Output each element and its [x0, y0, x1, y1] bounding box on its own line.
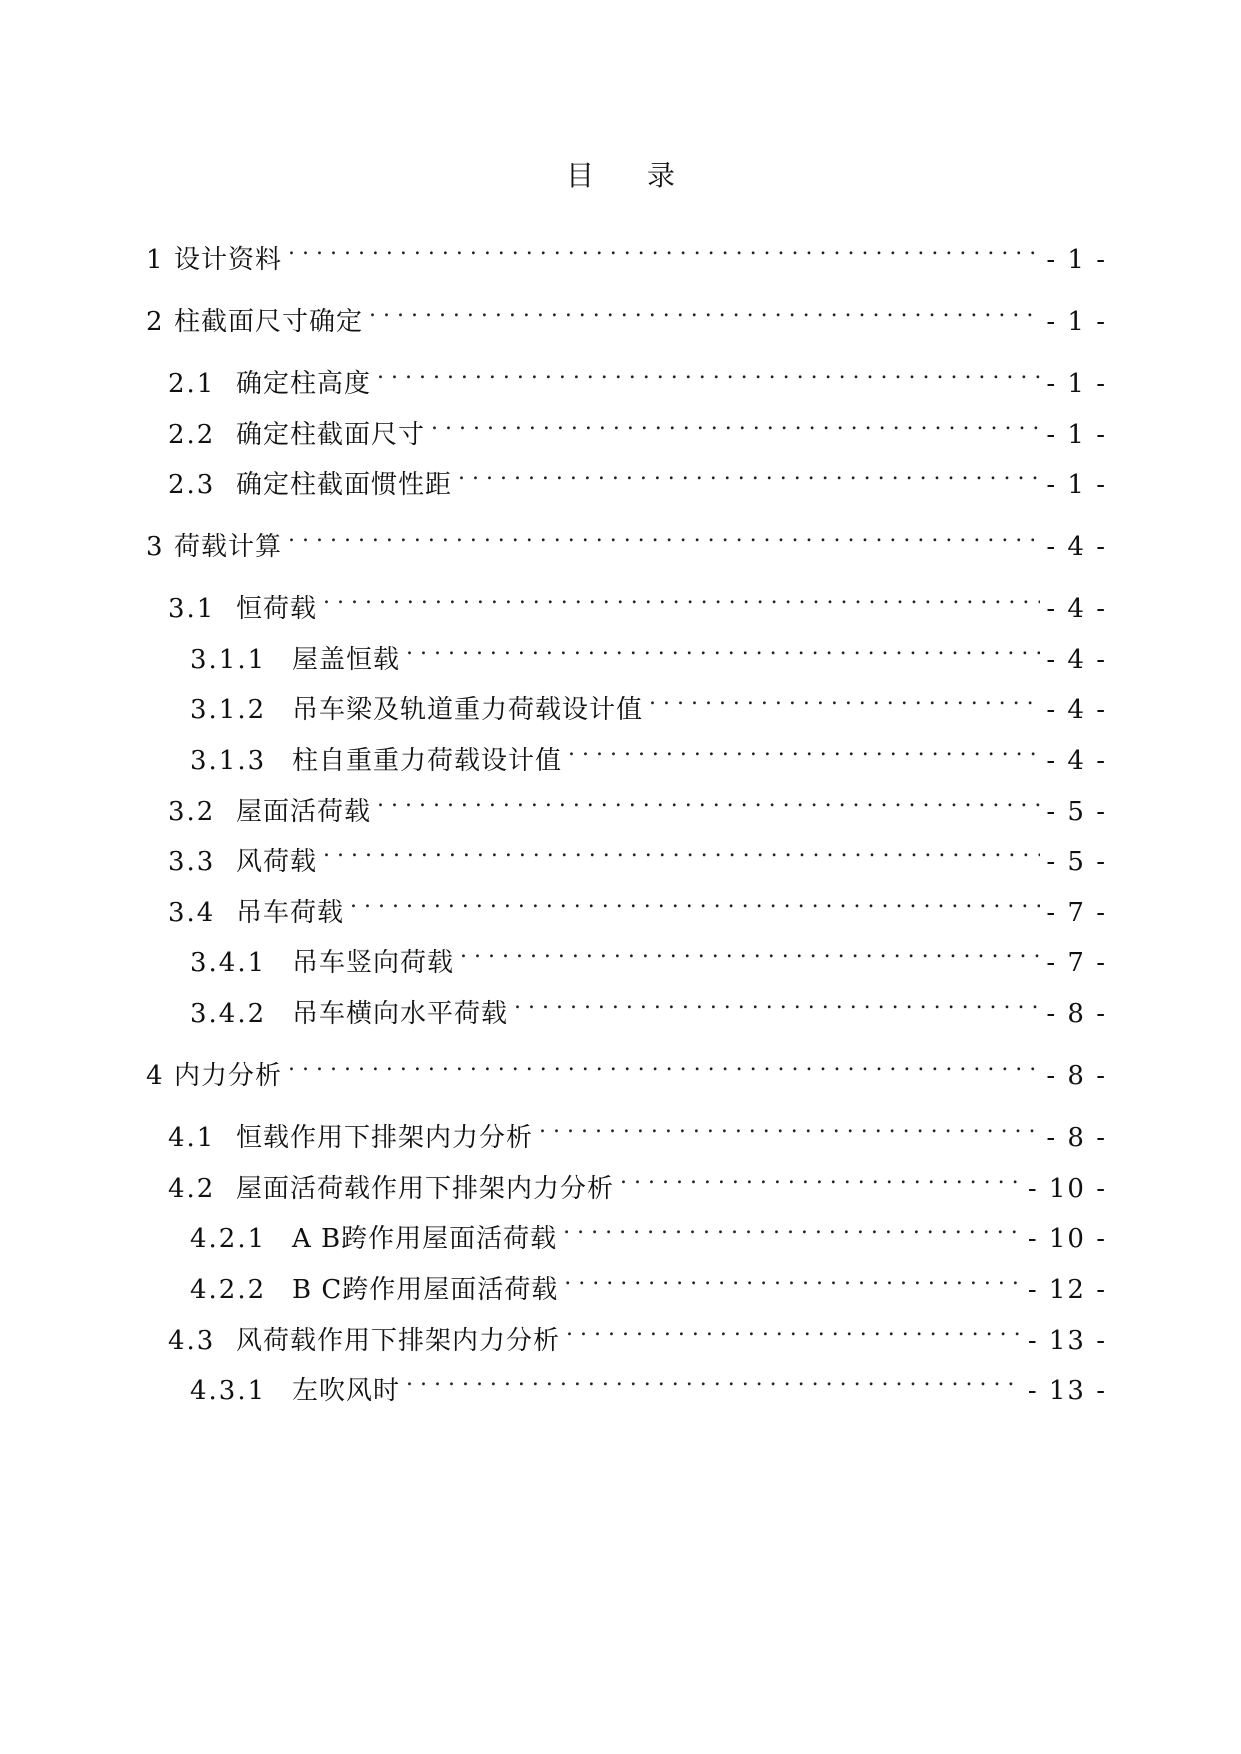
toc-entry-title: 吊车竖向荷载: [292, 948, 455, 978]
toc-entry-title: 风荷载: [236, 847, 318, 877]
toc-entry-page: - 8 -: [1046, 1061, 1107, 1091]
toc-entry[interactable]: [146, 290, 1107, 337]
toc-entry[interactable]: [168, 830, 1107, 877]
toc-entry[interactable]: [146, 1044, 1107, 1091]
dot-leader: [406, 628, 1040, 668]
dot-leader: [323, 577, 1040, 617]
dot-leader: [458, 453, 1040, 493]
toc-entry[interactable]: [168, 1157, 1107, 1204]
toc-entry-page: - 12 -: [1027, 1275, 1107, 1305]
page-title: 目 录: [566, 159, 697, 192]
toc-entry[interactable]: [168, 780, 1107, 827]
dot-leader: [377, 352, 1040, 392]
dot-leader: [288, 515, 1040, 555]
dot-leader: [369, 290, 1040, 330]
toc-entry-title: 屋面活荷载作用下排架内力分析: [236, 1174, 615, 1204]
toc-entry-number: 3.4.1: [190, 948, 267, 978]
toc-entry-title: 屋盖恒载: [292, 645, 401, 675]
toc-entry-title: A B跨作用屋面活荷载: [292, 1224, 558, 1254]
dot-leader: [566, 1309, 1022, 1349]
toc-entry-number: 4: [146, 1061, 163, 1091]
toc-entry-title: 柱截面尺寸确定: [174, 307, 364, 337]
toc-entry-title: 内力分析: [174, 1061, 283, 1091]
toc-entry[interactable]: [190, 931, 1107, 978]
dot-leader: [649, 678, 1040, 718]
toc-entry-page: - 10 -: [1027, 1224, 1107, 1254]
toc-entry-number: 2.1: [168, 369, 216, 399]
dot-leader: [377, 780, 1040, 820]
toc-entry-title: 风荷载作用下排架内力分析: [236, 1326, 561, 1356]
toc-entry-page: - 4 -: [1046, 695, 1107, 725]
toc-entry-page: - 7 -: [1046, 948, 1107, 978]
toc-entry-title: 恒荷载: [236, 594, 318, 624]
toc-entry[interactable]: [190, 1258, 1107, 1305]
toc-entry-number: 3: [146, 532, 163, 562]
toc-entry-number: 2.2: [168, 420, 216, 450]
dot-leader: [431, 403, 1040, 443]
toc-entry-page: - 1 -: [1046, 420, 1107, 450]
toc-entry-page: - 5 -: [1046, 797, 1107, 827]
toc-entry-title: 荷载计算: [174, 532, 283, 562]
toc-entry-title: 左吹风时: [292, 1376, 401, 1406]
toc-entry-title: 确定柱截面尺寸: [236, 420, 426, 450]
toc-entry-number: 3.2: [168, 797, 216, 827]
toc-entry-title: 屋面活荷载: [236, 797, 372, 827]
toc-entry-number: 3.4.2: [190, 999, 267, 1029]
toc-entry-number: 4.3: [168, 1326, 216, 1356]
toc-entry[interactable]: [190, 1359, 1107, 1406]
toc-entry-page: - 4 -: [1046, 594, 1107, 624]
toc-entry-page: - 8 -: [1046, 1123, 1107, 1153]
toc-entry-number: 3.1.3: [190, 746, 267, 776]
toc-entry-number: 3.3: [168, 847, 216, 877]
toc-entry-title: 柱自重重力荷载设计值: [292, 746, 563, 776]
toc-entry-title: B C跨作用屋面活荷载: [292, 1275, 559, 1305]
toc-entry[interactable]: [168, 403, 1107, 450]
toc-entry-title: 吊车荷载: [236, 898, 345, 928]
toc-entry-number: 3.4: [168, 898, 216, 928]
toc-entry-number: 4.2.2: [190, 1275, 267, 1305]
toc-entry[interactable]: [168, 881, 1107, 928]
toc-entry-page: - 4 -: [1046, 645, 1107, 675]
toc-entry-number: 2.3: [168, 470, 216, 500]
toc-entry[interactable]: [146, 515, 1107, 562]
dot-leader: [563, 1207, 1022, 1247]
dot-leader: [568, 729, 1040, 769]
dot-leader: [288, 1044, 1040, 1084]
toc-entry-page: - 10 -: [1027, 1174, 1107, 1204]
toc-entry-title: 吊车梁及轨道重力荷载设计值: [292, 695, 644, 725]
toc-entry-number: 4.3.1: [190, 1376, 267, 1406]
toc-entry-number: 1: [146, 245, 163, 275]
toc-entry[interactable]: [168, 1309, 1107, 1356]
toc-entry-title: 确定柱截面惯性距: [236, 470, 453, 500]
dot-leader: [564, 1258, 1022, 1298]
toc-entry-page: - 1 -: [1046, 307, 1107, 337]
toc-entry-number: 2: [146, 307, 163, 337]
toc-entry-title: 恒载作用下排架内力分析: [236, 1123, 534, 1153]
toc-entry-page: - 8 -: [1046, 999, 1107, 1029]
toc-entry[interactable]: [190, 729, 1107, 776]
dot-leader: [323, 830, 1040, 870]
toc-entry-title: 设计资料: [174, 245, 283, 275]
toc-entry[interactable]: [190, 982, 1107, 1029]
dot-leader: [350, 881, 1040, 921]
dot-leader: [288, 228, 1040, 268]
toc-entry[interactable]: [190, 628, 1107, 675]
toc-entry-page: - 7 -: [1046, 898, 1107, 928]
toc-entry-page: - 4 -: [1046, 532, 1107, 562]
dot-leader: [620, 1157, 1022, 1197]
toc-entry-page: - 13 -: [1027, 1376, 1107, 1406]
toc-entry[interactable]: [190, 678, 1107, 725]
toc-entry[interactable]: [168, 1106, 1107, 1153]
toc-entry[interactable]: [168, 352, 1107, 399]
toc-entry[interactable]: [146, 228, 1107, 275]
dot-leader: [539, 1106, 1040, 1146]
toc-entry-page: - 4 -: [1046, 746, 1107, 776]
toc-entry-title: 确定柱高度: [236, 369, 372, 399]
toc-entry-title: 吊车横向水平荷载: [292, 999, 509, 1029]
toc-entry-page: - 13 -: [1027, 1326, 1107, 1356]
toc-entry-number: 3.1: [168, 594, 216, 624]
toc-entry-number: 4.2.1: [190, 1224, 267, 1254]
toc-entry[interactable]: [190, 1207, 1107, 1254]
toc-entry[interactable]: [168, 453, 1107, 500]
toc-entry-page: - 1 -: [1046, 245, 1107, 275]
dot-leader: [406, 1359, 1022, 1399]
toc-entry-number: 4.1: [168, 1123, 216, 1153]
toc-entry-number: 4.2: [168, 1174, 216, 1204]
toc-entry[interactable]: [168, 577, 1107, 624]
toc-entry-number: 3.1.1: [190, 645, 267, 675]
toc-entry-page: - 5 -: [1046, 847, 1107, 877]
toc-entry-page: - 1 -: [1046, 369, 1107, 399]
dot-leader: [514, 982, 1040, 1022]
toc-entry-number: 3.1.2: [190, 695, 267, 725]
toc-entry-page: - 1 -: [1046, 470, 1107, 500]
dot-leader: [460, 931, 1040, 971]
